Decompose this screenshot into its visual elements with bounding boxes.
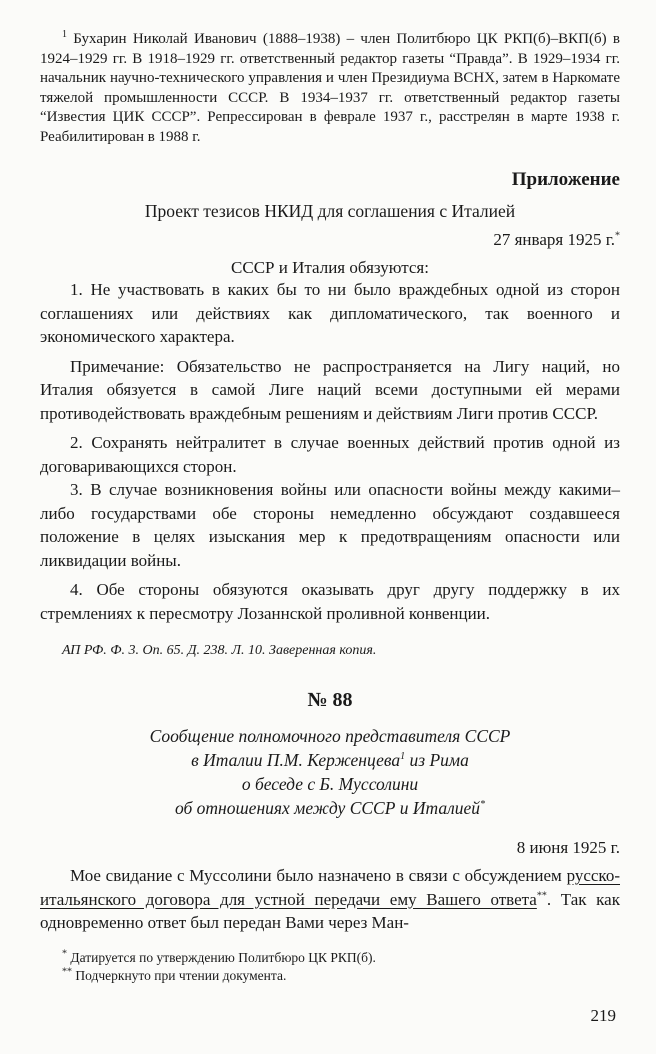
document-paragraph xyxy=(40,864,620,935)
footnote-text: Бухарин Николай Иванович (1888–1938) – член Политбюро ЦК РКП(б)–ВКП(б) в 1924–1929 гг. В 1918–1929 гг. ответственный редактор газеты “Правда”. В 1929–1934 гг. начальник научно-технического управления и член Президиума ВСНХ, затем в Наркомате тяжелой промышленности СССР. В 1934–1937 гг. ответственный редактор газеты “Известия ЦИК СССР”. Репрессирован в феврале 1937 г., расстрелян в марте 1938 г. Реабилитирован в 1988 г. xyxy=(40,31,620,145)
paragraph-mark: ** xyxy=(536,889,547,901)
archive-source: АП РФ. Ф. 3. Оп. 65. Д. 238. Л. 10. Заверенная копия. xyxy=(62,643,377,658)
paragraph-end: . Так как одновременно ответ был передан Вами через Ман- xyxy=(40,889,620,932)
footnote-bukharin xyxy=(40,30,620,147)
appendix-date-mark: * xyxy=(615,230,620,242)
footnote-1-mark: * xyxy=(62,948,67,959)
point-1: 1. Не участвовать в каких бы то ни было враждебных одной из сторон соглашениях или действиях как дипломатического, так военного и экономического характера. xyxy=(40,280,620,346)
footnotes xyxy=(40,949,620,985)
note: Примечание: Обязательство не распространяется на Лигу наций, но Италия обязуется в самой Лиге наций всеми доступными ей мерами противодействовать враждебным решениям и действиям Лиги против СССР. xyxy=(40,356,620,423)
title-footnote-mark: 1 xyxy=(400,751,406,763)
page-content xyxy=(40,30,620,985)
title-line-2a: в Италии П.М. Керженцева xyxy=(191,750,401,770)
appendix-date-text: 27 января 1925 г. xyxy=(493,230,615,249)
page-number: 219 xyxy=(590,1006,616,1025)
point-2: 2. Сохранять нейтралитет в случае военных действий против одной из договаривающихся сторон. xyxy=(40,433,620,476)
appendix-date xyxy=(40,230,620,250)
footnote-1 xyxy=(62,949,620,967)
document-number: № 88 xyxy=(307,689,353,711)
appendix-heading: Приложение xyxy=(511,169,620,190)
appendix-intro: СССР и Италия обязуются: xyxy=(231,258,429,277)
title-line-2b: из Рима xyxy=(405,750,469,770)
paragraph-start: Мое свидание с Муссолини было назначено в связи с обсуждением xyxy=(70,866,567,885)
title-line-4 xyxy=(40,796,620,820)
project-title: Проект тезисов НКИД для соглашения с Италией xyxy=(144,201,516,221)
point-4: 4. Обе стороны обязуются оказывать друг другу поддержку в их стремлениях к пересмотру Лозаннской проливной конвенции. xyxy=(40,580,620,623)
title-line-1: Сообщение полномочного представителя СССР xyxy=(149,726,511,746)
title-line-4-mark: * xyxy=(480,799,486,811)
footnote-1-text: Датируется по утверждению Политбюро ЦК РКП(б). xyxy=(70,949,376,965)
document-date: 8 июня 1925 г. xyxy=(516,838,620,857)
footnote-2 xyxy=(62,967,620,985)
title-line-4-text: об отношениях между СССР и Италией xyxy=(174,798,481,818)
title-line-2 xyxy=(40,748,620,772)
paragraph-underlined: русско-итальянского договора для устной передачи ему Вашего ответа xyxy=(40,866,620,909)
footnote-2-text: Подчеркнуто при чтении документа. xyxy=(75,967,287,983)
footnote-mark: 1 xyxy=(62,29,67,40)
point-3: 3. В случае возникновения войны или опасности войны между какими–либо государствами обе стороны немедленно обсуждают создавшееся положение в целях изыскания мер к предотвращениям опасности или ликвидации войны. xyxy=(40,480,620,570)
footnote-2-mark: ** xyxy=(62,966,72,977)
title-line-3: о беседе с Б. Муссолини xyxy=(241,774,419,794)
document-title xyxy=(40,724,620,820)
